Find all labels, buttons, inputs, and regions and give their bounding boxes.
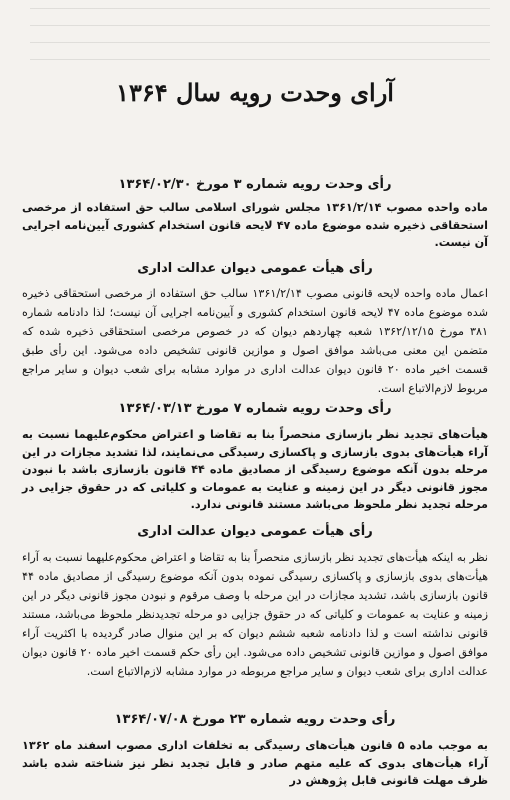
ruling-subheading: رأی هیأت عمومی دیوان عدالت اداری [137, 523, 373, 539]
ruling-3 [22, 711, 488, 790]
ruling-summary: به موجب ماده ۵ قانون هیأت‌های رسیدگی به تخلفات اداری مصوب اسفند ماه ۱۳۶۲ آراء هیأت‌های بدوی که علیه متهم صادر و قابل تجدید نظر نیز شناخته شده باشد ظرف مهلت قانونی قابل پژوهش در [22, 739, 488, 787]
bleed-through-text [30, 8, 490, 68]
page-title: آرای وحدت رویه سال ۱۳۶۴ [116, 78, 394, 107]
ruling-subheading: رأی هیأت عمومی دیوان عدالت اداری [137, 260, 373, 276]
ruling-body: نظر به اینکه هیأت‌های تجدید نظر بازسازی منحصراً بنا به تقاضا و اعتراض محکوم‌علیهما نسبت به آراء هیأت‌های بدوی بازسازی و پاکسازی رسیدگی نموده بدون آنکه موضوع رسیدگی از مصادیق ماده ۴۴ قانون بازسازی باشد، تشدید مجازات در این مرحله با وصف مرقوم و نبودن مجوز قانونی دیگر در این زمینه و عنایت به عمومات و کلیاتی که در حقوق جزایی دو مرحله تجدیدنظر ملحوظ می‌باشد، مستند قانونی نداشته است و لذا دادنامه شعبه ششم دیوان که بر این منوال صادر گردیده با اکثریت آراء موافق اصول و موازین قانونی تشخیص داده می‌شود. این رأی حکم قسمت اخیر ماده ۲۰ قانون دیوان عدالت اداری برای شعب دیوان و سایر مراجع مربوطه در موارد مشابه لازم‌الاتباع است. [22, 550, 488, 678]
ruling-2 [22, 400, 488, 681]
ruling-heading: رأی وحدت رویه شماره ۷ مورخ ۱۳۶۴/۰۳/۱۳ [118, 401, 392, 416]
ruling-summary: ماده واحده مصوب ۱۳۶۱/۲/۱۴ مجلس شورای اسلامی سالب حق استفاده از مرخصی استحقاقی ذخیره شده موضوع ماده ۴۷ لایحه قانون استخدام کشوری آیین‌نامه اجرایی آن نیست. [22, 201, 488, 249]
ruling-heading: رأی وحدت رویه شماره ۳ مورخ ۱۳۶۴/۰۲/۳۰ [118, 177, 392, 192]
ruling-heading: رأی وحدت رویه شماره ۲۳ مورخ ۱۳۶۴/۰۷/۰۸ [114, 712, 396, 727]
ruling-1 [22, 176, 488, 398]
ruling-body: اعمال ماده واحده لایحه قانونی مصوب ۱۳۶۱/۲/۱۴ سالب حق استفاده از مرخصی استحقاقی ذخیره شده موضوع ماده ۴۷ لایحه قانون استخدام کشوری و آیین‌نامه اجرایی آن نیست؛ لذا دادنامه شماره ۳۸۱ مورخ ۱۳۶۲/۱۲/۱۵ شعبه چهاردهم دیوان که در خصوص مرخصی استحقاقی ذخیره شده که متضمن این معنی می‌باشد موافق اصول و موازین قانونی تشخیص داده می‌شود. این رأی طبق قسمت اخیر ماده ۲۰ قانون دیوان عدالت اداری در موارد مشابه برای شعب دیوان و سایر مراجع مربوط لازم‌الاتباع است. [22, 286, 489, 395]
ruling-summary: هیأت‌های تجدید نظر بازسازی منحصراً بنا به تقاضا و اعتراض محکوم‌علیهما نسبت به آراء هیأت‌های بدوی بازسازی و پاکسازی رسیدگی می‌نمایند، لذا تشدید مجازات در این مرحله بدون آنکه موضوع رسیدگی از مصادیق ماده ۴۴ قانون بازسازی باشد با نبودن مجوز قانونی دیگر در این زمینه و عنایت به عمومات و کلیاتی که در حقوق جزایی در مرحله تجدید نظر ملحوظ می‌باشد مستند قانونی ندارد. [22, 428, 488, 511]
